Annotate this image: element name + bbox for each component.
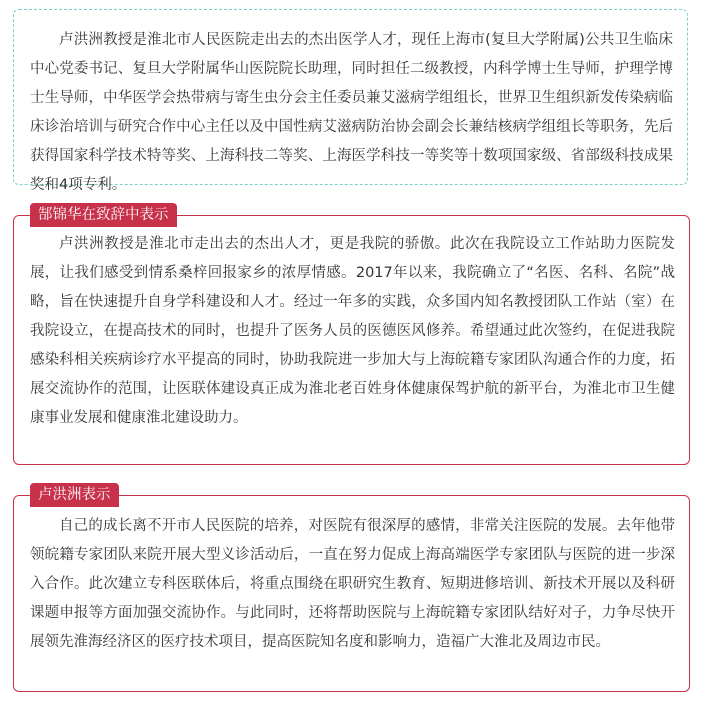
statement-paragraph: 自己的成长离不开市人民医院的培养，对医院有很深厚的感情，非常关注医院的发展。去年他带领皖籍专家团队来院开展大型义诊活动后，一直在努力促成上海高端医学专家团队与医院的进一步深入合作。此次建立专科医联体后，将重点围绕在职研究生教育、短期进修培训、新技术开展以及科研课题申报等方面加强交流协作。与此同时，还将帮助医院与上海皖籍专家团队结好对子，力争尽快开展领先淮海经济区的医疗技术项目，提高医院知名度和影响力，造福广大淮北及周边市民。	[30, 518, 675, 650]
speech-paragraph: 卢洪洲教授是淮北市走出去的杰出人才，更是我院的骄傲。此次在我院设立工作站助力医院发展，让我们感受到情系桑梓回报家乡的浓厚情感。2017年以来，我院确立了“名医、名科、名院”战略，旨在快速提升自身学科建设和人才。经过一年多的实践，众多国内知名教授团队工作站（室）在我院设立，在提高技术的同时，也提升了医务人员的医德医风修养。希望通过此次签约，在促进我院感染科相关疾病诊疗水平提高的同时，协助我院进一步加大与上海皖籍专家团队沟通合作的力度，拓展交流协作的范围，让医联体建设真正成为淮北老百姓身体健康保驾护航的新平台，为淮北市卫生健康事业发展和健康淮北建设助力。	[30, 236, 675, 426]
statement-section-title: 卢洪洲表示	[30, 483, 119, 507]
intro-paragraph: 卢洪洲教授是淮北市人民医院走出去的杰出医学人才，现任上海市(复旦大学附属)公共卫生临床中心党委书记、复旦大学附属华山医院院长助理，同时担任二级教授，内科学博士生导师，护理学博士生导师，中华医学会热带病与寄生虫分会主任委员兼艾滋病学组组长，世界卫生组织新发传染病临床诊治培训与研究合作中心主任以及中国性病艾滋病防治协会副会长兼结核病学组组长等职务，先后获得国家科学技术特等奖、上海科技二等奖、上海医学科技一等奖等十数项国家级、省部级科技成果奖和4项专利。	[30, 32, 673, 193]
speech-section-title: 郜锦华在致辞中表示	[30, 203, 177, 227]
speech-section-box	[13, 215, 690, 465]
statement-section-box	[13, 495, 690, 692]
intro-box	[13, 9, 688, 193]
